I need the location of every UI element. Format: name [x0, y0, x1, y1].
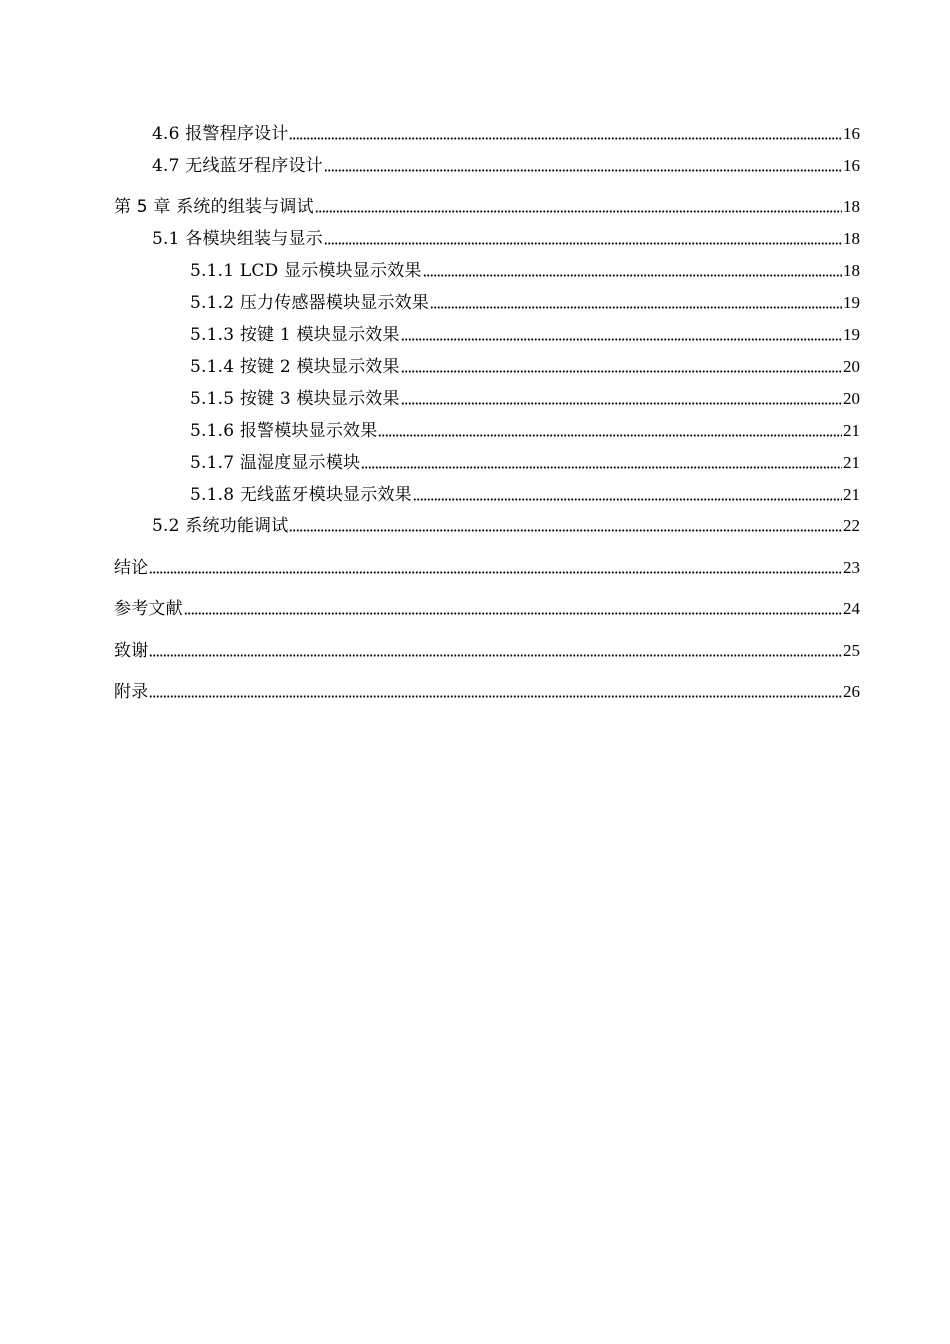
toc-entry-5-1-4[interactable]	[190, 353, 860, 377]
toc-entry-title: 5.1.3 按键 1 模块显示效果	[190, 325, 400, 345]
toc-entry-5-1-2[interactable]	[190, 289, 860, 313]
toc-entry-acknowledgements[interactable]	[114, 637, 860, 661]
toc-entry-title: 第 5 章 系统的组装与调试	[114, 197, 314, 217]
toc-entry-page: 23	[843, 558, 860, 577]
toc-entry-4-7[interactable]	[152, 152, 860, 176]
dot-leader	[289, 137, 842, 140]
toc-entry-5-1-5[interactable]	[190, 385, 860, 409]
toc-entry-page: 19	[843, 293, 860, 312]
toc-entry-conclusion[interactable]	[114, 554, 860, 578]
toc-entry-title: 5.1.4 按键 2 模块显示效果	[190, 357, 400, 377]
dot-leader	[324, 169, 842, 172]
dot-leader	[289, 529, 842, 532]
dot-leader	[378, 434, 842, 437]
toc-entry-page: 21	[843, 421, 860, 440]
toc-entry-title: 5.2 系统功能调试	[152, 516, 289, 536]
toc-entry-5-2[interactable]	[152, 512, 860, 536]
toc-entry-page: 20	[843, 357, 860, 376]
dot-leader	[413, 498, 842, 501]
toc-entry-page: 24	[843, 599, 860, 618]
toc-entry-title: 5.1.2 压力传感器模块显示效果	[190, 293, 430, 313]
toc-entry-page: 20	[843, 389, 860, 408]
toc-entry-page: 22	[843, 516, 860, 535]
toc-entry-title: 参考文献	[114, 599, 183, 619]
toc-entry-4-6[interactable]	[152, 120, 860, 144]
dot-leader	[401, 402, 842, 405]
dot-leader	[324, 242, 842, 245]
toc-entry-5-1-1[interactable]	[190, 257, 860, 281]
toc-entry-page: 18	[843, 229, 860, 248]
dot-leader	[423, 274, 842, 277]
toc-entry-title: 结论	[114, 558, 149, 578]
toc-entry-5-1-8[interactable]	[190, 481, 860, 505]
toc-entry-title: 5.1.6 报警模块显示效果	[190, 421, 378, 441]
dot-leader	[361, 466, 842, 469]
toc-entry-title: 5.1.1 LCD 显示模块显示效果	[190, 261, 422, 281]
toc-entry-references[interactable]	[114, 595, 860, 619]
dot-leader	[149, 654, 842, 657]
toc-entry-appendix[interactable]	[114, 678, 860, 702]
toc-entry-5-1-7[interactable]	[190, 449, 860, 473]
toc-entry-page: 18	[843, 197, 860, 216]
toc-entry-title: 附录	[114, 682, 149, 702]
toc-entry-title: 致谢	[114, 641, 149, 661]
toc-entry-chapter-5[interactable]	[114, 193, 860, 217]
toc-entry-page: 18	[843, 261, 860, 280]
toc-entry-5-1-3[interactable]	[190, 321, 860, 345]
dot-leader	[184, 612, 842, 615]
dot-leader	[315, 210, 842, 213]
toc-entry-title: 5.1.5 按键 3 模块显示效果	[190, 389, 400, 409]
toc-entry-title: 4.6 报警程序设计	[152, 124, 289, 144]
toc-entry-title: 5.1.7 温湿度显示模块	[190, 453, 361, 473]
toc-entry-title: 4.7 无线蓝牙程序设计	[152, 156, 323, 176]
toc-entry-page: 16	[843, 156, 860, 175]
dot-leader	[401, 370, 842, 373]
toc-entry-page: 26	[843, 682, 860, 701]
dot-leader	[149, 695, 842, 698]
toc-entry-5-1[interactable]	[152, 225, 860, 249]
toc-entry-title: 5.1.8 无线蓝牙模块显示效果	[190, 485, 412, 505]
dot-leader	[430, 306, 842, 309]
toc-entry-page: 16	[843, 124, 860, 143]
toc-entry-page: 21	[843, 485, 860, 504]
toc-entry-page: 19	[843, 325, 860, 344]
toc-entry-5-1-6[interactable]	[190, 417, 860, 441]
dot-leader	[401, 338, 842, 341]
toc-entry-page: 21	[843, 453, 860, 472]
toc-entry-page: 25	[843, 641, 860, 660]
toc-entry-title: 5.1 各模块组装与显示	[152, 229, 323, 249]
dot-leader	[149, 571, 842, 574]
